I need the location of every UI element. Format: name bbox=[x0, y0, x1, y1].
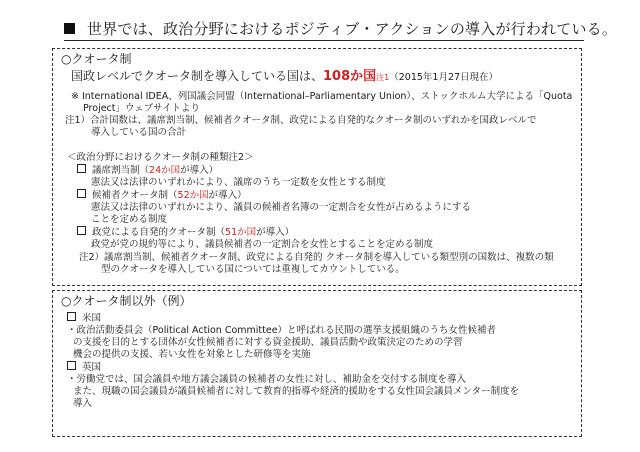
note1-line-2: 導入している国の合計 bbox=[91, 127, 187, 138]
type-name: 候補者クオータ制 bbox=[92, 190, 169, 201]
square-bullet-icon bbox=[64, 23, 75, 34]
us-line-3: 機会の提供の支援、若い女性を対象とした研修等を実施 bbox=[73, 349, 311, 360]
type-count: 52か国 bbox=[177, 190, 209, 201]
type-count: 24か国 bbox=[149, 165, 181, 176]
non-quota-section bbox=[52, 290, 582, 437]
checkbox-square-icon bbox=[77, 164, 86, 173]
note2-line-2: 型のクオータを導入している国については重複してカウントしている。 bbox=[101, 264, 405, 275]
types-heading: ＜政治分野におけるクオータ制の種類注2＞ bbox=[67, 152, 254, 163]
source-line-2: Project」ウェブサイトより bbox=[83, 103, 200, 114]
checkbox-square-icon bbox=[67, 312, 76, 321]
uk-line-2: また、現職の国会議員が議員候補者に対して教育的指導や経済的援助をする女性国会議員メンター制度を bbox=[73, 386, 520, 397]
note2-line-1: 注2）議席割当制、候補者クオータ制、政党による自発的 クオータ制を導入している類型別の国数は、複数の類 bbox=[79, 252, 554, 263]
source-line-1: ※ International IDEA、列国議会同盟（International–Parliamentary Union）、ストックホルム大学による「Quota bbox=[71, 91, 573, 102]
uk-line-3: 導入 bbox=[73, 398, 93, 409]
type-voluntary-party-quota: 政党による自発的クオータ制（51か国が導入） bbox=[77, 226, 294, 239]
quota-lead-line bbox=[71, 70, 498, 84]
country-label: 英国 bbox=[82, 362, 102, 373]
type-name: 政党による自発的クオータ制 bbox=[92, 227, 216, 238]
heading-text: 世界では、政治分野におけるポジティブ・アクションの導入が行われている。 bbox=[87, 20, 618, 38]
checkbox-square-icon bbox=[77, 226, 86, 235]
type-count: 51か国 bbox=[225, 227, 257, 238]
lead-note-ref: 注1 bbox=[376, 73, 390, 82]
type-desc: 憲法又は法律のいずれかにより、議員の候補者名簿の一定割合を女性が占めるようにする bbox=[91, 202, 472, 213]
us-line-2: の支援を目的とする団体が女性候補者に対する資金援助、議員活動や政策決定のための学習 bbox=[73, 337, 463, 348]
type-desc: ことを定める制度 bbox=[91, 214, 168, 225]
country-label: 米国 bbox=[82, 313, 102, 324]
type-candidate-quota: 候補者クオータ制（52か国が導入） bbox=[77, 189, 247, 202]
type-name: 議席割当制 bbox=[92, 165, 140, 176]
lead-date: （2015年1月27日現在） bbox=[389, 72, 499, 83]
quota-section bbox=[52, 48, 582, 286]
checkbox-square-icon bbox=[77, 189, 86, 198]
lead-count: 108か国 bbox=[323, 69, 377, 84]
uk-line-1: ・労働党では、国会議員や地方議会議員の候補者の女性に対し、補助金を交付する制度を導入 bbox=[67, 374, 467, 385]
note1-line-1: 注1）合計国数は、議席割当制、候補者クオータ制、政党による自発的なクオータ制のいずれかを国政レベルで bbox=[65, 115, 537, 126]
checkbox-square-icon bbox=[67, 361, 76, 370]
page-heading bbox=[64, 18, 617, 39]
quota-section-title: ○クオータ制 bbox=[61, 52, 132, 66]
non-quota-title: ○クオータ制以外（例） bbox=[61, 294, 192, 308]
type-desc: 政党が党の規約等により、議員候補者の一定割合を女性とすることを定める制度 bbox=[91, 239, 434, 250]
type-seat-reservation: 議席割当制（24か国が導入） bbox=[77, 164, 218, 177]
lead-prefix: 国政レベルでクオータ制を導入している国は、 bbox=[71, 69, 324, 83]
heading-underline bbox=[64, 40, 584, 41]
us-line-1: ・政治活動委員会（Political Action Committee）と呼ばれる民間の選挙支援組織のうち女性候補者 bbox=[67, 325, 497, 336]
type-desc: 憲法又は法律のいずれかにより、議席のうち一定数を女性とする制度 bbox=[91, 177, 386, 188]
